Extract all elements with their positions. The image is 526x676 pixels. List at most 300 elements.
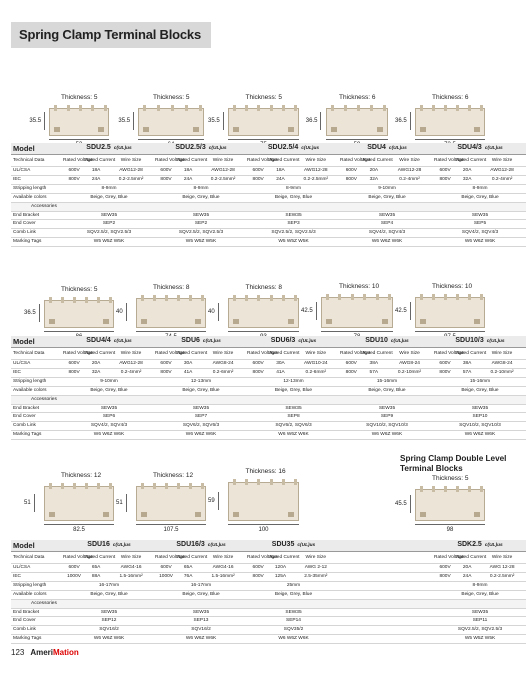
clamp-rib: [331, 105, 334, 111]
comb-link-value: SQV4/2, SQV4/3: [63, 422, 155, 431]
rating-value: 800V: [155, 175, 177, 184]
column-gap: [340, 552, 434, 564]
rating-value: 600V: [247, 564, 269, 573]
thickness-label: Thickness: 12: [153, 472, 194, 480]
wire-slot: [288, 512, 294, 517]
rating-value: 32A: [456, 175, 478, 184]
clamp-rib: [73, 483, 76, 489]
model-code: SDU6: [181, 337, 200, 344]
available-colors-value: Beige, Grey, Blue: [155, 386, 247, 395]
technical-data-label: Technical Data: [11, 348, 63, 360]
rating-value: 0.2-10mm²: [385, 368, 434, 377]
ul-csa-mark: c(UL)us: [208, 146, 227, 151]
ul-csa-row: [11, 167, 526, 176]
rating-value: 57A: [456, 368, 478, 377]
rating-value: 38A: [363, 360, 386, 369]
spec-table: [11, 143, 526, 247]
rating-value: 0.2-2.5mm²: [478, 572, 526, 581]
column-header: Rated Current: [85, 552, 107, 564]
page-number: 123: [11, 648, 25, 657]
marking-tags-label: Marking Tags: [11, 238, 63, 247]
wire-slot: [54, 127, 60, 132]
clamp-rib: [444, 486, 447, 492]
width-dimension: 107.5: [136, 527, 206, 533]
wire-slot: [288, 127, 294, 132]
rating-value: AWG12-28: [107, 167, 155, 176]
rating-value: 600V: [434, 360, 456, 369]
marking-tags-label: Marking Tags: [11, 635, 63, 644]
clamp-rib: [171, 105, 174, 111]
terminal-block-image: [415, 108, 485, 136]
rating-value: 600V: [63, 360, 85, 369]
column-header: Wire Size: [107, 552, 155, 564]
model-name: [247, 540, 340, 552]
accessories-label: Accessories: [11, 202, 85, 211]
wire-slot: [103, 512, 109, 517]
end-cover-value: SEP3: [247, 220, 340, 229]
stripping-length-value: 12-13mm: [247, 377, 340, 386]
marking-tags-value: W6 W6Z W6K: [247, 635, 340, 644]
clamp-rib: [91, 105, 94, 111]
end-cover-value: SEP14: [247, 617, 340, 626]
clamp-rib: [233, 479, 236, 485]
marking-tags-value: W6 W6Z W6K: [155, 635, 247, 644]
rating-value: 120A: [269, 564, 291, 573]
clamp-rib: [189, 483, 192, 489]
model-code: SDU4/3: [457, 144, 482, 151]
clamp-rib: [157, 105, 160, 111]
clamp-rib: [49, 297, 52, 303]
accessories-spacer: [85, 202, 526, 211]
model-name: [434, 540, 526, 552]
model-row: [11, 336, 526, 348]
comb-link-value: SQV16/2: [155, 626, 247, 635]
clamp-rib: [282, 479, 285, 485]
available-colors-value: Beige, Grey, Blue: [434, 193, 526, 202]
section-header: [11, 22, 211, 48]
clamp-rib: [326, 294, 329, 300]
column-header: Wire Size: [478, 348, 526, 360]
comb-link-value: SQV35/2: [247, 626, 340, 635]
column-header: Rated Voltage: [155, 552, 177, 564]
rating-value: AWG8-24: [199, 360, 247, 369]
end-cover-value: SEP13: [155, 617, 247, 626]
terminal-block-image: [44, 300, 114, 328]
stripping-length-value: 9-10mm: [340, 184, 434, 193]
available-colors-value: Beige, Grey, Blue: [340, 193, 434, 202]
available-colors-value: Beige, Grey, Blue: [155, 193, 247, 202]
height-dimension: 42.5: [301, 308, 313, 315]
clamp-rib: [153, 295, 156, 301]
column-header: Rated Current: [363, 155, 386, 167]
height-dimension: 40: [116, 309, 123, 315]
comb-link-label: Comb Link: [11, 422, 63, 431]
clamp-rib: [468, 486, 471, 492]
rating-value: 65A: [85, 564, 107, 573]
available-colors-value: Beige, Grey, Blue: [434, 590, 526, 599]
column-header: Rated Current: [269, 348, 291, 360]
clamp-rib: [54, 105, 57, 111]
clamp-rib: [388, 294, 391, 300]
end-cover-label: End Cover: [11, 617, 63, 626]
clamp-rib: [257, 295, 260, 301]
thickness-label: Thickness: 10: [432, 282, 473, 290]
terminal-block-image: [326, 108, 388, 136]
clamp-rib: [420, 294, 423, 300]
brand-name-b: Mation: [53, 648, 79, 657]
rating-value: 600V: [63, 564, 85, 573]
thickness-label: Thickness: 10: [339, 282, 380, 290]
column-header: Rated Current: [269, 552, 291, 564]
iec-label: IEC: [11, 368, 63, 377]
clamp-rib: [468, 105, 471, 111]
ul-csa-label: UL/CSA: [11, 167, 63, 176]
clamp-rib: [257, 105, 260, 111]
clamp-rib: [85, 483, 88, 489]
wire-slot: [420, 512, 426, 517]
model-code: SDU2.5/4: [267, 144, 299, 151]
comb-link-label: Comb Link: [11, 626, 63, 635]
rating-value: 30A: [177, 360, 199, 369]
column-gap: [340, 608, 434, 617]
clamp-rib: [444, 105, 447, 111]
column-header: Rated Voltage: [247, 155, 269, 167]
rating-value: 20A: [85, 360, 107, 369]
height-dimension: 35.5: [208, 118, 220, 124]
clamp-rib: [257, 479, 260, 485]
clamp-rib: [370, 105, 373, 111]
rating-value: 18A: [85, 167, 107, 176]
ul-csa-mark: c(UL)us: [388, 146, 407, 151]
wire-slot: [195, 512, 201, 517]
end-cover-row: [11, 413, 526, 422]
technical-data-label: Technical Data: [11, 155, 63, 167]
thickness-label: Thickness: 5: [153, 94, 190, 102]
ul-csa-mark: c(UL)us: [390, 339, 409, 344]
stripping-length-row: [11, 377, 526, 386]
available-colors-label: Available colors: [11, 386, 63, 395]
stripping-length-value: 8-9mm: [155, 184, 247, 193]
available-colors-value: Beige, Grey, Blue: [340, 386, 434, 395]
iec-label: IEC: [11, 572, 63, 581]
rating-value: 600V: [155, 564, 177, 573]
clamp-rib: [432, 486, 435, 492]
end-cover-value: SEP11: [434, 617, 526, 626]
column-gap: [340, 635, 434, 644]
clamp-rib: [432, 105, 435, 111]
stripping-length-value: 16-17mm: [63, 581, 155, 590]
terminal-block-image: [228, 108, 299, 136]
rating-value: AWG4-16: [199, 564, 247, 573]
end-bracket-value: SEW35: [434, 211, 526, 220]
end-bracket-value: SEW35: [434, 608, 526, 617]
clamp-rib: [294, 105, 297, 111]
terminal-block-image: [228, 482, 299, 521]
wire-slot: [141, 512, 147, 517]
stripping-length-value: 12-13mm: [155, 377, 247, 386]
width-dimension: 100: [228, 527, 299, 533]
end-cover-value: SEP2: [155, 220, 247, 229]
column-header: Rated Voltage: [434, 552, 456, 564]
end-bracket-value: SEW35: [63, 211, 155, 220]
stripping-length-value: 8-9mm: [247, 184, 340, 193]
available-colors-value: Beige, Grey, Blue: [63, 193, 155, 202]
end-cover-label: End Cover: [11, 220, 63, 229]
clamp-rib: [338, 294, 341, 300]
clamp-rib: [468, 294, 471, 300]
model-name: [63, 336, 155, 348]
end-bracket-value: SEW35: [155, 211, 247, 220]
rating-value: 600V: [434, 564, 456, 573]
end-bracket-label: End Bracket: [11, 404, 63, 413]
stripping-length-row: [11, 184, 526, 193]
clamp-rib: [351, 294, 354, 300]
model-code: SDU4: [367, 144, 386, 151]
model-code: SDU4/4: [86, 337, 111, 344]
clamp-rib: [61, 483, 64, 489]
comb-link-value: SQV10/2, SQV10/3: [340, 422, 434, 431]
available-colors-value: Beige, Grey, Blue: [247, 193, 340, 202]
end-bracket-row: [11, 211, 526, 220]
rating-value: 800V: [247, 368, 269, 377]
rating-value: 800V: [247, 572, 269, 581]
model-code: SDU2.5: [86, 144, 111, 151]
rating-value: 0.2-2.5mm²: [199, 175, 247, 184]
model-name: [340, 336, 434, 348]
ul-csa-row: [11, 360, 526, 369]
column-header: Wire Size: [385, 155, 434, 167]
tech-header-row: [11, 552, 526, 564]
rating-value: 800V: [434, 175, 456, 184]
end-cover-value: SEP6: [63, 413, 155, 422]
ul-csa-mark: c(UL)us: [113, 146, 132, 151]
rating-value: 41A: [177, 368, 199, 377]
thickness-label: Thickness: 12: [61, 472, 102, 480]
page-footer: [11, 648, 79, 657]
rating-value: 600V: [247, 360, 269, 369]
column-header: Rated Voltage: [434, 348, 456, 360]
rating-value: 800V: [63, 175, 85, 184]
model-label: Model: [11, 143, 63, 155]
wire-slot: [98, 127, 104, 132]
stripping-length-label: Stripping length: [11, 184, 63, 193]
clamp-rib: [270, 295, 273, 301]
column-header: Wire Size: [292, 155, 340, 167]
comb-link-value: SQV2.5/2, SQV2.5/3: [434, 626, 526, 635]
marking-tags-row: [11, 238, 526, 247]
marking-tags-value: W6 W6Z W6K: [247, 431, 340, 440]
end-cover-label: End Cover: [11, 413, 63, 422]
column-header: Rated Current: [363, 348, 386, 360]
thickness-label: Thickness: 5: [61, 285, 98, 293]
clamp-rib: [233, 105, 236, 111]
rating-value: 0.2-4mm²: [385, 175, 434, 184]
rating-value: 76A: [177, 572, 199, 581]
accessories-row: [11, 202, 526, 211]
wire-slot: [49, 319, 55, 324]
rating-value: 800V: [63, 368, 85, 377]
clamp-rib: [165, 295, 168, 301]
rating-value: 800V: [340, 175, 363, 184]
rating-value: AWG4-16: [107, 564, 155, 573]
end-bracket-label: End Bracket: [11, 608, 63, 617]
ul-csa-label: UL/CSA: [11, 360, 63, 369]
clamp-rib: [79, 105, 82, 111]
rating-value: 0.2-6mm²: [292, 368, 340, 377]
clamp-rib: [97, 483, 100, 489]
marking-tags-value: W6 W6Z W6K: [155, 431, 247, 440]
rating-value: 600V: [340, 167, 363, 176]
stripping-length-value: 8-9mm: [434, 184, 526, 193]
clamp-rib: [201, 483, 204, 489]
wire-slot: [141, 319, 147, 324]
clamp-rib: [141, 483, 144, 489]
width-dimension: 98: [415, 527, 485, 533]
column-header: Rated Current: [177, 552, 199, 564]
clamp-rib: [177, 295, 180, 301]
marking-tags-value: W6 W6Z W6K: [63, 635, 155, 644]
wire-slot: [233, 127, 239, 132]
wire-slot: [49, 512, 55, 517]
model-name: [340, 143, 434, 155]
tech-header-row: [11, 348, 526, 360]
stripping-length-label: Stripping length: [11, 377, 63, 386]
tech-header-row: [11, 155, 526, 167]
ul-csa-mark: c(UL)us: [301, 146, 320, 151]
column-gap: [340, 564, 434, 573]
end-bracket-value: SEW35: [247, 404, 340, 413]
terminal-block-image: [415, 297, 485, 328]
model-name: [63, 143, 155, 155]
rating-value: 0.2-2.5mm²: [292, 175, 340, 184]
available-colors-value: Beige, Grey, Blue: [247, 386, 340, 395]
model-code: SDK2.5: [457, 541, 482, 548]
column-gap: [340, 572, 434, 581]
marking-tags-value: W6 W6Z W6K: [434, 431, 526, 440]
comb-link-row: [11, 229, 526, 238]
end-bracket-value: SEW35: [247, 211, 340, 220]
terminal-block-image: [321, 297, 393, 328]
clamp-rib: [282, 105, 285, 111]
terminal-block-image: [49, 108, 108, 136]
available-colors-value: Beige, Grey, Blue: [247, 590, 340, 599]
end-bracket-value: SEW35: [340, 211, 434, 220]
marking-tags-row: [11, 635, 526, 644]
height-dimension: 35.5: [118, 118, 131, 124]
column-header: Rated Voltage: [155, 348, 177, 360]
ul-csa-mark: c(UL)us: [297, 543, 316, 548]
rating-value: 20A: [456, 564, 478, 573]
available-colors-row: [11, 193, 526, 202]
rating-value: 32A: [363, 175, 386, 184]
column-header: Rated Voltage: [434, 155, 456, 167]
model-code: SDU35: [271, 541, 295, 548]
height-dimension: 36.5: [305, 117, 318, 124]
height-dimension: 59: [208, 497, 215, 504]
model-name: [434, 336, 526, 348]
end-cover-value: SEP4: [340, 220, 434, 229]
rating-value: 0.2-4mm²: [107, 368, 155, 377]
end-bracket-value: SEW35: [155, 608, 247, 617]
column-header: Rated Current: [269, 155, 291, 167]
model-row: [11, 540, 526, 552]
wire-slot: [331, 127, 337, 132]
clamp-rib: [456, 294, 459, 300]
clamp-rib: [480, 486, 483, 492]
wire-slot: [233, 319, 239, 324]
stripping-length-value: 25mm: [247, 581, 340, 590]
column-header: Rated Current: [456, 155, 478, 167]
column-gap: [340, 617, 434, 626]
column-header: Wire Size: [478, 155, 526, 167]
height-dimension: 35.5: [29, 118, 42, 124]
column-gap: [340, 626, 434, 635]
clamp-rib: [233, 295, 236, 301]
rating-value: 88A: [85, 572, 107, 581]
marking-tags-value: W5 W5Z W5K: [434, 635, 526, 644]
thickness-label: Thickness: 16: [245, 468, 286, 476]
model-code: SDU10: [365, 337, 388, 344]
ul-csa-mark: c(UL)us: [484, 543, 503, 548]
end-bracket-label: End Bracket: [11, 211, 63, 220]
column-gap: [340, 540, 434, 552]
clamp-rib: [165, 483, 168, 489]
accessories-row: [11, 599, 526, 608]
stripping-length-row: [11, 581, 526, 590]
comb-link-row: [11, 422, 526, 431]
thickness-label: Thickness: 5: [61, 94, 98, 102]
column-header: Wire Size: [385, 348, 434, 360]
marking-tags-value: W6 W6Z W6K: [340, 238, 434, 247]
brand-name-a: Ameri: [30, 648, 53, 657]
comb-link-value: SQV2.5/2, SQV2.5/3: [247, 229, 340, 238]
rating-value: 125A: [269, 572, 291, 581]
rating-value: 41A: [269, 368, 291, 377]
marking-tags-value: W5 W5Z W5K: [63, 238, 155, 247]
thickness-label: Thickness: 5: [245, 94, 282, 102]
accessories-spacer: [85, 599, 526, 608]
wire-slot: [420, 127, 426, 132]
end-cover-value: SEP12: [63, 617, 155, 626]
clamp-rib: [177, 483, 180, 489]
height-dimension: 45.5: [395, 500, 407, 507]
column-header: Wire Size: [292, 552, 340, 564]
clamp-rib: [270, 479, 273, 485]
marking-tags-value: W6 W6Z W6K: [434, 238, 526, 247]
rating-value: 800V: [247, 175, 269, 184]
rating-value: 20A: [363, 167, 386, 176]
wire-slot: [474, 512, 480, 517]
model-code: SDU6/3: [270, 337, 296, 344]
clamp-rib: [432, 294, 435, 300]
terminal-block-image: [136, 486, 206, 521]
rating-value: 24A: [269, 175, 291, 184]
model-row: [11, 143, 526, 155]
end-bracket-value: SEW35: [63, 404, 155, 413]
accessories-label: Accessories: [11, 599, 85, 608]
wire-slot: [233, 512, 239, 517]
rating-value: AWG12-28: [478, 167, 526, 176]
terminal-block-image: [136, 298, 206, 328]
clamp-rib: [344, 105, 347, 111]
end-bracket-value: SEW35: [155, 404, 247, 413]
comb-link-value: SQV16/2: [63, 626, 155, 635]
rating-value: 600V: [155, 167, 177, 176]
comb-link-value: SQV4/2, SQV4/3: [340, 229, 434, 238]
column-header: Wire Size: [107, 348, 155, 360]
rating-value: 800V: [155, 368, 177, 377]
comb-link-value: SQV10/2, SQV10/3: [434, 422, 526, 431]
